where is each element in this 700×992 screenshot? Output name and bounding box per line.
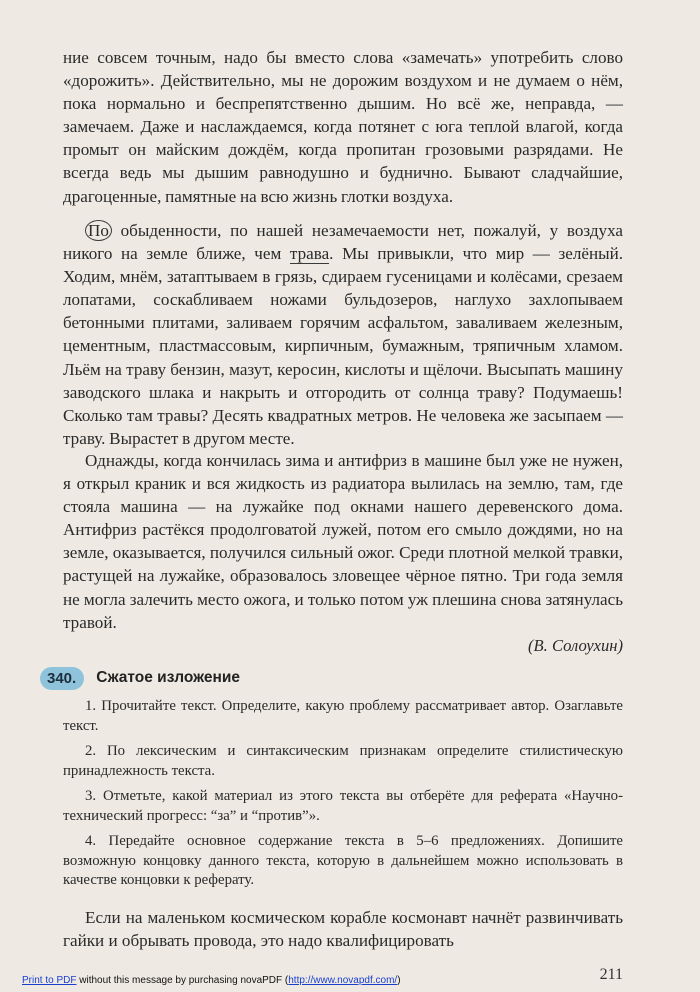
pdf-footer [22,975,401,986]
task-item: 1. Прочитайте текст. Определите, какую проблему рассматривает автор. Озаглавьте текст. [63,698,623,734]
paragraph-2 [63,219,623,450]
circled-word: По [85,220,112,241]
print-to-pdf-link[interactable]: Print to PDF [22,975,77,986]
footer-end: ) [397,975,401,986]
exercise-number-badge: 340. [40,667,84,690]
paragraph-2-text [63,219,623,450]
underlined-word: трава [289,244,330,264]
task-item: 2. По лексическим и синтаксическим признакам определите стилистическую принадлежность текста. [63,743,623,779]
page-number: 211 [599,966,623,983]
paragraph-2-middle: обыденности, по нашей незамечаемости нет, пожалуй, у воздуха никого на земле ближе, чем [63,221,623,264]
task-item: 3. Отметьте, какой материал из этого текста вы отберёте для реферата «Научно-технический прогресс: “за” и “против”». [63,788,623,824]
source-attribution: (В. Солоухин) [528,636,623,655]
task-item: 4. Передайте основное содержание текста в 5–6 предложениях. Допишите возможную концовку данного текста, которую в дальнейшем можно использовать в качестве концовки к реферату. [63,833,623,888]
paragraph-4 [63,906,623,952]
exercise-header [40,665,240,691]
paragraph-3 [63,449,623,634]
novapdf-url-link[interactable]: http://www.novapdf.com/ [288,975,398,986]
exercise-title: Сжатое изложение [96,669,241,686]
exercise-tasks [63,697,623,897]
paragraph-4-text: Если на маленьком космическом корабле космонавт начнёт развинчивать гайки и обрывать провода, это надо квалифицировать [63,908,623,951]
paragraph-3-text: Однажды, когда кончилась зима и антифриз в машине был уже не нужен, я открыл краник и вся жидкость из радиатора вылилась на землю, там, где стояла машина — на лужайке под окнами нашего деревенского дома. Антифриз растёкся продолговатой лужей, потом его смыло дождями, но на земле, оказывается, получился сильный ожог. Среди плотной мелкой травки, растущей на лужайке, образовалось зловещее чёрное пятно. Три года земля не могла залечить место ожога, и только потом уж плешина снова затянулась травой. [63,451,623,632]
paragraph-1-text: ние совсем точным, надо бы вместо слова «замечать» употребить слово «дорожить». Действительно, мы не дорожим воздухом и не думаем о нём, пока нормально и беспрепятственно дышим. Но всё же, неправда, — замечаем. Даже и наслаждаемся, когда потянет с юга теплой влагой, когда промыт он майским дождём, когда пропитан грозовыми разрядами. Не всегда ведь мы дышим равнодушно и буднично. Бывают сладчайшие, драгоценные, памятные на всю жизнь глотки воздуха. [63,48,623,206]
paragraph-1 [63,46,623,208]
paragraph-2-rest: . Мы привыкли, что мир — зелёный. Ходим, мнём, затаптываем в грязь, сдираем гусеницами и колёсами, срезаем лопатами, соскабливаем ножами бульдозеров, наглухо захлопываем бетонными плитами, заливаем горячим асфальтом, заваливаем железным, цементным, пластмассовым, кирпичным, бумажным, тряпичным хламом. Льём на траву бензин, мазут, керосин, кислоты и щёлочи. Высыпать машину заводского шлака и накрыть и отгородить от солнца траву? Подумаешь! Сколько там травы? Десять квадратных метров. Не человека же засыпаем — траву. Вырастет в другом месте. [63,244,624,448]
footer-text: without this message by purchasing novaPDF ( [76,975,289,986]
